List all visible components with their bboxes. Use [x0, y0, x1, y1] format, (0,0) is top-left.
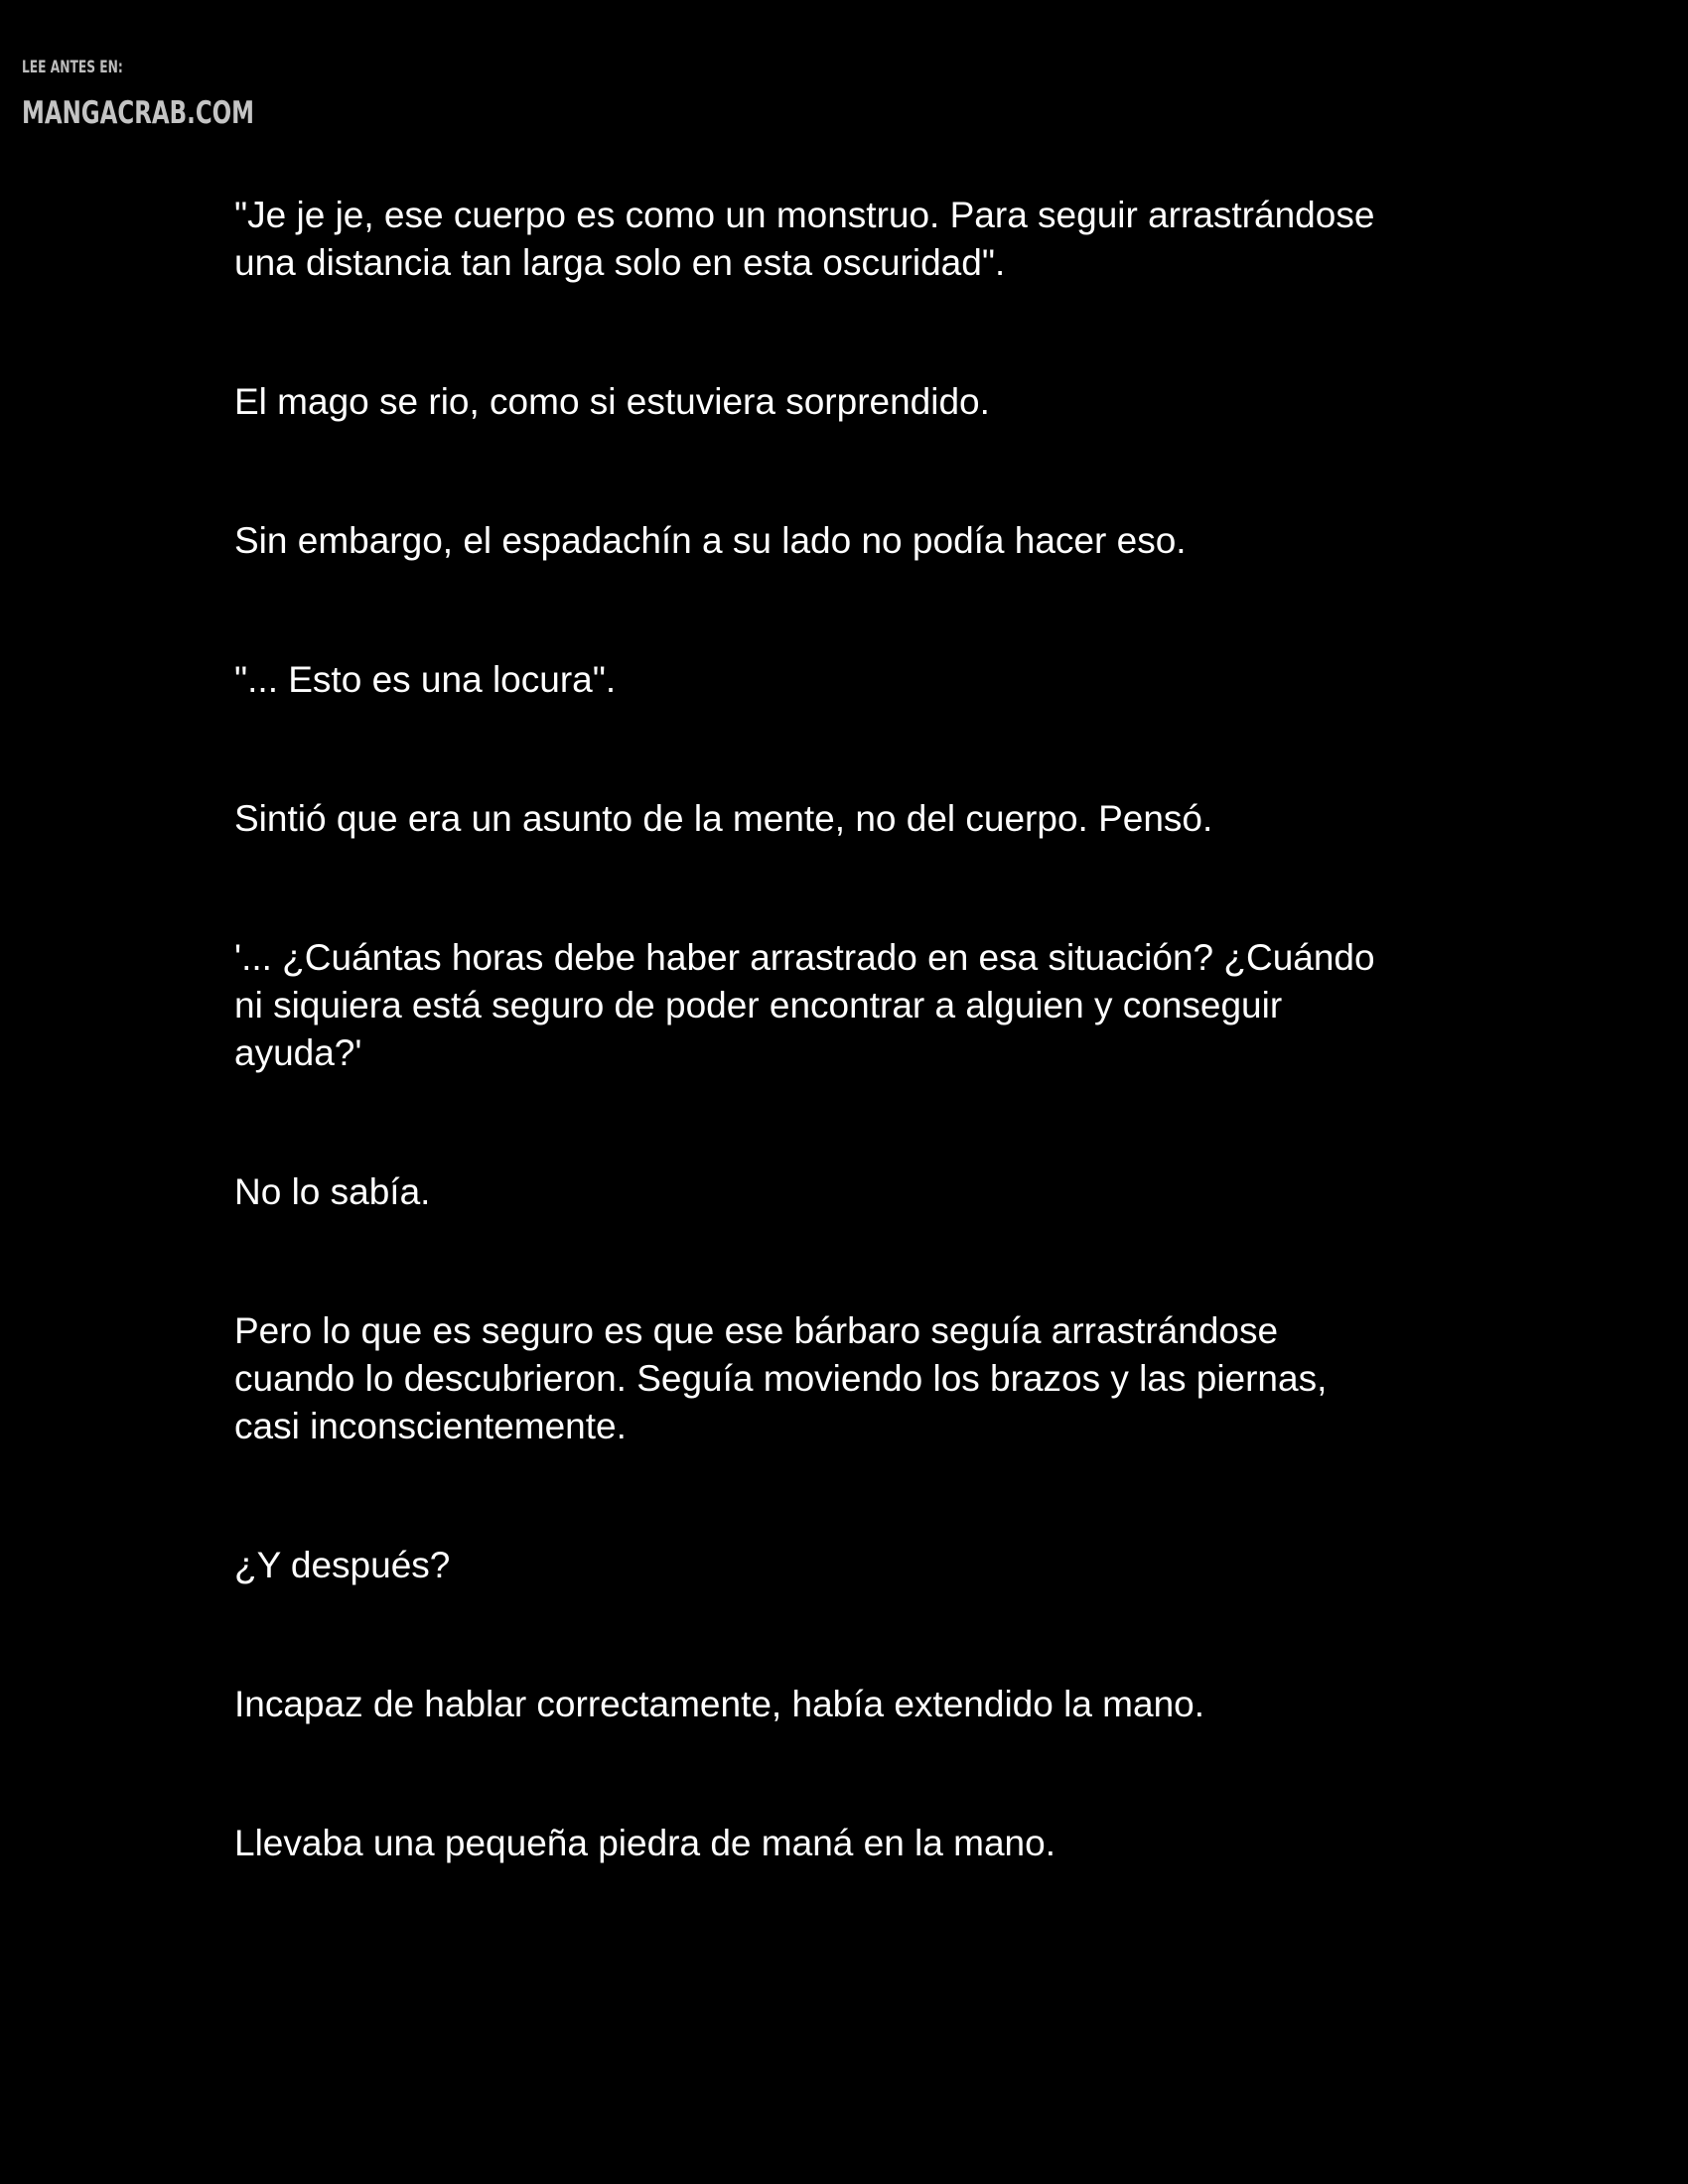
paragraph: Sintió que era un asunto de la mente, no del cuerpo. Pensó. — [234, 798, 1213, 839]
paragraph: No lo sabía. — [234, 1171, 431, 1212]
paragraph: Llevaba una pequeña piedra de maná en la mano. — [234, 1823, 1055, 1863]
watermark-site: MANGACRAB.COM — [22, 95, 254, 131]
paragraph: Sin embargo, el espadachín a su lado no podía hacer eso. — [234, 520, 1187, 561]
text-body — [234, 192, 1476, 1867]
paragraph: "Je je je, ese cuerpo es como un monstruo. Para seguir arrastrándose una distancia tan larga solo en esta oscuridad". — [234, 195, 1375, 283]
watermark-caption: LEE ANTES EN: — [22, 58, 123, 77]
paragraph: El mago se rio, como si estuviera sorprendido. — [234, 381, 990, 422]
paragraph: "... Esto es una locura". — [234, 659, 617, 700]
paragraph: Incapaz de hablar correctamente, había extendido la mano. — [234, 1684, 1205, 1724]
paragraph: '... ¿Cuántas horas debe haber arrastrado en esa situación? ¿Cuándo ni siquiera está seguro de poder encontrar a alguien y conseguir ayuda?' — [234, 937, 1375, 1073]
paragraph: Pero lo que es seguro es que ese bárbaro seguía arrastrándose cuando lo descubrieron. Seguía moviendo los brazos y las piernas, casi inconscientemente. — [234, 1310, 1328, 1446]
watermark — [22, 58, 260, 131]
paragraph: ¿Y después? — [234, 1545, 451, 1585]
